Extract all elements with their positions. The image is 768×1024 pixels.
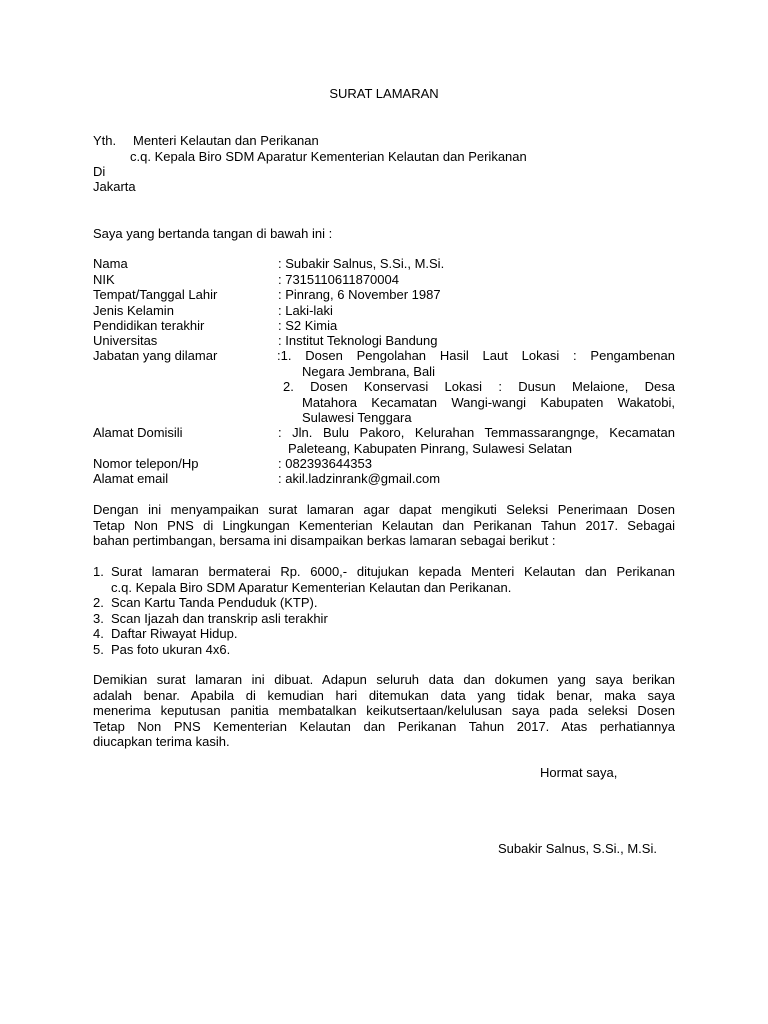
letter-title: SURAT LAMARAN [329,86,439,101]
paragraph-closing-line: diucapkan terima kasih. [93,734,230,749]
field-label-universitas: Universitas [93,333,158,348]
field-value-email: : akil.ladzinrank@gmail.com [278,471,441,486]
list-item-number: 1. [93,564,104,579]
field-value-ttl: : Pinrang, 6 November 1987 [278,287,441,302]
field-value-pendidikan: : S2 Kimia [278,318,338,333]
list-item [93,642,675,658]
field-value-universitas: : Institut Teknologi Bandung [278,333,438,348]
field-label-jabatan: Jabatan yang dilamar [93,348,218,363]
paragraph-intro-line: Dengan ini menyampaikan surat lamaran agar dapat mengikuti Seleksi Penerimaan Dosen [93,502,675,517]
field-value-jabatan-2: Negara Jembrana, Bali [302,364,435,379]
address-city: Jakarta [93,179,136,194]
paragraph-closing-line: adalah benar. Apabila di kemudian hari ditemukan data yang tidak benar, maka saya [93,687,675,703]
field-value-jabatan-3: 2. Dosen Konservasi Lokasi : Dusun Melaione, Desa [283,379,675,394]
list-item-number: 2. [93,595,104,610]
field-value-nik: : 7315110611870004 [278,272,399,287]
field-value-nama: : Subakir Salnus, S.Si., M.Si. [278,256,445,271]
field-value-telepon: : 082393644353 [278,456,372,471]
paragraph-intro [93,502,675,549]
list-item-text: c.q. Kepala Biro SDM Aparatur Kementerian Kelautan dan Perikanan. [111,579,512,595]
field-value-jabatan-4: Matahora Kecamatan Wangi-wangi Kabupaten Wakatobi, [302,395,675,410]
field-label-nama: Nama [93,256,128,271]
signature-name: Subakir Salnus, S.Si., M.Si. [498,841,657,856]
paragraph-intro-line: Tetap Non PNS di Lingkungan Kementerian Kelautan dan Perikanan Tahun 2017. Sebagai [93,517,675,533]
list-item-text: Pas foto ukuran 4x6. [111,641,231,657]
attachment-list [93,564,675,657]
list-item-continuation [93,580,675,596]
paragraph-closing-line: Demikian surat lamaran ini dibuat. Adapun seluruh data dan dokumen yang saya berikan [93,672,675,687]
paragraph-closing-line: Tetap Non PNS Kementerian Kelautan dan Perikanan Tahun 2017. Atas perhatiannya [93,718,675,734]
field-value-jabatan-1: :1. Dosen Pengolahan Hasil Laut Lokasi : Pengambenan [277,348,675,363]
list-item-number: 3. [93,610,104,626]
address-yth: Yth. [93,133,117,148]
closing-salutation: Hormat saya, [540,765,618,780]
list-item-number: 5. [93,641,104,657]
list-item [93,564,675,580]
field-label-alamat: Alamat Domisili [93,425,183,440]
intro-text: Saya yang bertanda tangan di bawah ini : [93,226,333,241]
address-di: Di [93,164,106,179]
field-value-alamat-2: Paleteang, Kabupaten Pinrang, Sulawesi Selatan [288,441,573,456]
field-value-jk: : Laki-laki [278,303,333,318]
paragraph-intro-line: bahan pertimbangan, bersama ini disampaikan berkas lamaran sebagai berikut : [93,533,556,548]
list-item-text: Daftar Riwayat Hidup. [111,626,238,641]
field-label-pendidikan: Pendidikan terakhir [93,318,205,333]
address-cq: c.q. Kepala Biro SDM Aparatur Kementerian Kelautan dan Perikanan [130,149,527,164]
list-item-number: 4. [93,626,104,641]
list-item [93,626,675,642]
list-item [93,595,675,611]
address-recipient: Menteri Kelautan dan Perikanan [133,133,319,148]
field-label-telepon: Nomor telepon/Hp [93,456,199,471]
list-item-text: Surat lamaran bermaterai Rp. 6000,- ditujukan kepada Menteri Kelautan dan Perikanan [111,564,675,579]
field-label-nik: NIK [93,272,115,287]
list-item-text: Scan Kartu Tanda Penduduk (KTP). [111,595,318,610]
list-item-text: Scan Ijazah dan transkrip asli terakhir [111,610,328,626]
list-item [93,611,675,627]
field-value-jabatan-5: Sulawesi Tenggara [302,410,412,425]
paragraph-closing [93,672,675,750]
field-label-email: Alamat email [93,471,169,486]
field-label-ttl: Tempat/Tanggal Lahir [93,287,218,302]
field-label-jk: Jenis Kelamin [93,303,174,318]
field-value-alamat-1: : Jln. Bulu Pakoro, Kelurahan Temmassarangnge, Kecamatan [278,425,675,440]
paragraph-closing-line: menerima keputusan panitia membatalkan keikutsertaan/kelulusan saya pada seleksi Dosen [93,703,675,718]
